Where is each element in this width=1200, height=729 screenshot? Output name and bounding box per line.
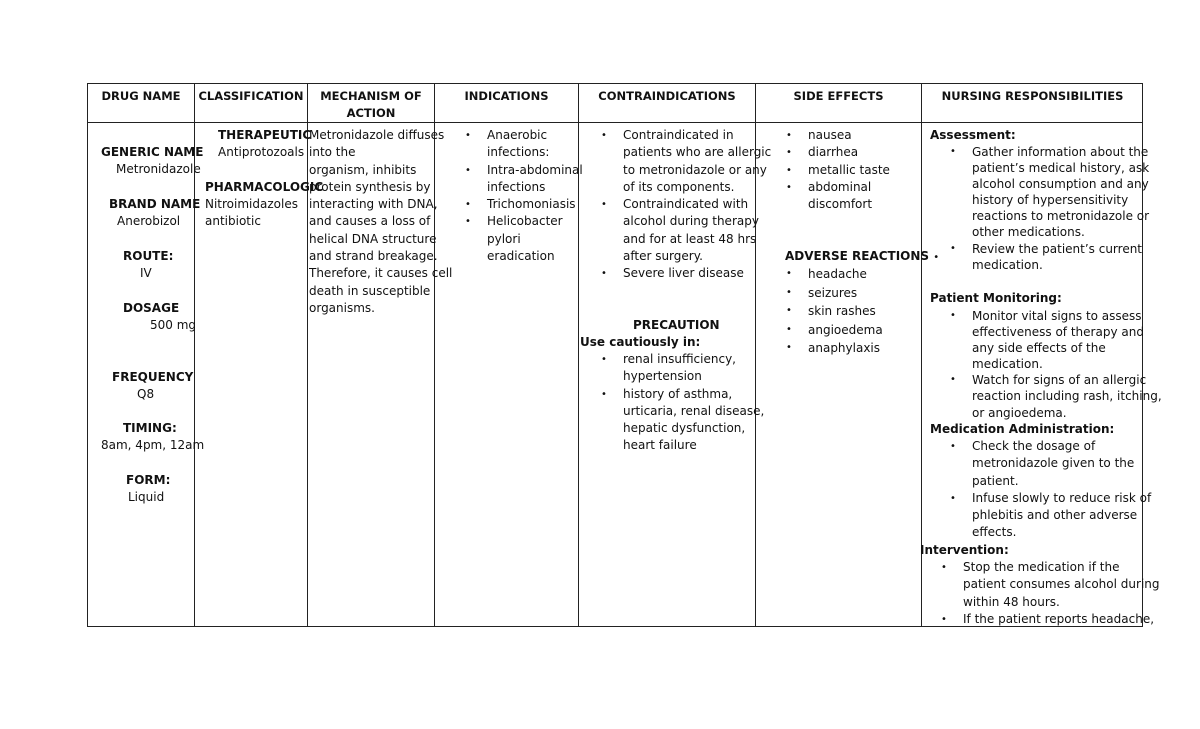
precaution-list — [623, 351, 764, 455]
column-divider — [307, 83, 308, 627]
header-drug-name: DRUG NAME — [101, 89, 181, 103]
therapeutic-label: THERAPEUTIC — [218, 128, 312, 142]
mechanism-line: Therefore, it causes cell — [309, 266, 453, 281]
monitoring-list — [972, 308, 1162, 421]
dosage-value: 500 mg — [150, 318, 197, 332]
list-item: • Gather information about the patient’s medical history, ask alcohol consumption and any history of hypersensitivity reactions to metronidazole or other medications. — [972, 144, 1149, 241]
precaution-title: PRECAUTION — [633, 318, 720, 332]
list-item: • anaphylaxis — [808, 339, 883, 358]
intervention-title: Intervention: — [920, 543, 1009, 557]
pharmacologic-value-2: antibiotic — [205, 214, 261, 228]
list-item: • Review the patient’s current medication. — [972, 241, 1149, 273]
therapeutic-value: Antiprotozoals — [218, 145, 305, 159]
route-value: IV — [140, 266, 152, 280]
medication-administration-title: Medication Administration: — [930, 422, 1115, 436]
administration-list — [972, 438, 1151, 542]
dosage-label: DOSAGE — [123, 301, 180, 315]
header-contraindications: CONTRAINDICATIONS — [598, 89, 736, 103]
list-item: • Anaerobic infections: — [487, 127, 583, 162]
list-item: • Trichomoniasis — [487, 196, 583, 213]
list-item: • Severe liver disease — [623, 265, 771, 282]
list-item: • nausea — [808, 127, 890, 144]
pharmacologic-value-1: Nitroimidazoles — [205, 197, 298, 211]
mechanism-line: death in susceptible — [309, 283, 431, 298]
list-item: • Watch for signs of an allergic reaction including rash, itching, or angioedema. — [972, 372, 1162, 420]
mechanism-line: protein synthesis by — [309, 179, 431, 194]
list-item: • Contraindicated in patients who are allergic to metronidazole or any of its components. — [623, 127, 771, 196]
adverse-reactions-list — [808, 265, 883, 358]
side-effects-list — [808, 127, 890, 213]
brand-name-value: Anerobizol — [117, 214, 181, 228]
mechanism-line: Metronidazole diffuses — [309, 128, 445, 142]
list-item: • Check the dosage of metronidazole given to the patient. — [972, 438, 1151, 490]
list-item: • Intra-abdominal infections — [487, 162, 583, 197]
list-item: • history of asthma, urticaria, renal disease, hepatic dysfunction, heart failure — [623, 386, 764, 455]
list-item: • skin rashes — [808, 302, 883, 321]
assessment-list — [972, 144, 1149, 273]
header-mechanism-line2: ACTION — [346, 106, 396, 120]
list-item: • Stop the medication if the patient consumes alcohol during within 48 hours. — [963, 559, 1160, 611]
list-item: • metallic taste — [808, 162, 890, 179]
adverse-reactions-title: ADVERSE REACTIONS • — [785, 249, 940, 263]
header-nursing: NURSING RESPONSIBILITIES — [941, 89, 1124, 103]
pharmacologic-label: PHARMACOLOGIC — [205, 180, 324, 194]
header-classification: CLASSIFICATION — [198, 89, 304, 103]
frequency-label: FREQUENCY — [112, 370, 194, 384]
header-mechanism-line1: MECHANISM OF — [320, 89, 422, 103]
header-side-effects: SIDE EFFECTS — [793, 89, 884, 103]
indications-list — [487, 127, 583, 265]
header-divider — [87, 122, 1143, 123]
generic-name-label: GENERIC NAME — [101, 145, 204, 159]
list-item: • angioedema — [808, 321, 883, 340]
header-indications: INDICATIONS — [464, 89, 549, 103]
generic-name-value: Metronidazole — [116, 162, 201, 176]
mechanism-line: and strand breakage. — [309, 249, 438, 264]
mechanism-line: organism, inhibits — [309, 162, 417, 177]
list-item: • Monitor vital signs to assess effectiveness of therapy and any side effects of the medication. — [972, 308, 1162, 372]
timing-label: TIMING: — [123, 421, 177, 435]
route-label: ROUTE: — [123, 249, 174, 263]
mechanism-line: organisms. — [309, 300, 375, 315]
contraindications-list — [623, 127, 771, 283]
list-item: • headache — [808, 265, 883, 284]
list-item: • seizures — [808, 284, 883, 303]
list-item: • Helicobacter pylori eradication — [487, 213, 583, 265]
list-item: • If the patient reports headache, — [963, 611, 1160, 628]
frequency-value: Q8 — [137, 387, 155, 401]
list-item: • diarrhea — [808, 144, 890, 161]
assessment-title: Assessment: — [930, 128, 1016, 142]
header-mechanism — [308, 88, 434, 122]
list-item: • renal insufficiency, hypertension — [623, 351, 764, 386]
mechanism-text — [309, 127, 452, 317]
mechanism-line: helical DNA structure — [309, 231, 437, 246]
patient-monitoring-title: Patient Monitoring: — [930, 291, 1062, 305]
use-cautiously-label: Use cautiously in: — [580, 335, 701, 349]
timing-value: 8am, 4pm, 12am — [101, 438, 205, 452]
form-value: Liquid — [128, 490, 165, 504]
list-item: • Infuse slowly to reduce risk of phlebitis and other adverse effects. — [972, 490, 1151, 542]
mechanism-line: into the — [309, 145, 356, 160]
brand-name-label: BRAND NAME — [109, 197, 201, 211]
form-label: FORM: — [126, 473, 171, 487]
mechanism-line: interacting with DNA, — [309, 197, 438, 212]
list-item: • abdominal discomfort — [808, 179, 890, 214]
mechanism-line: and causes a loss of — [309, 214, 431, 229]
intervention-list — [963, 559, 1160, 628]
list-item: • Contraindicated with alcohol during therapy and for at least 48 hrs after surgery. — [623, 196, 771, 265]
